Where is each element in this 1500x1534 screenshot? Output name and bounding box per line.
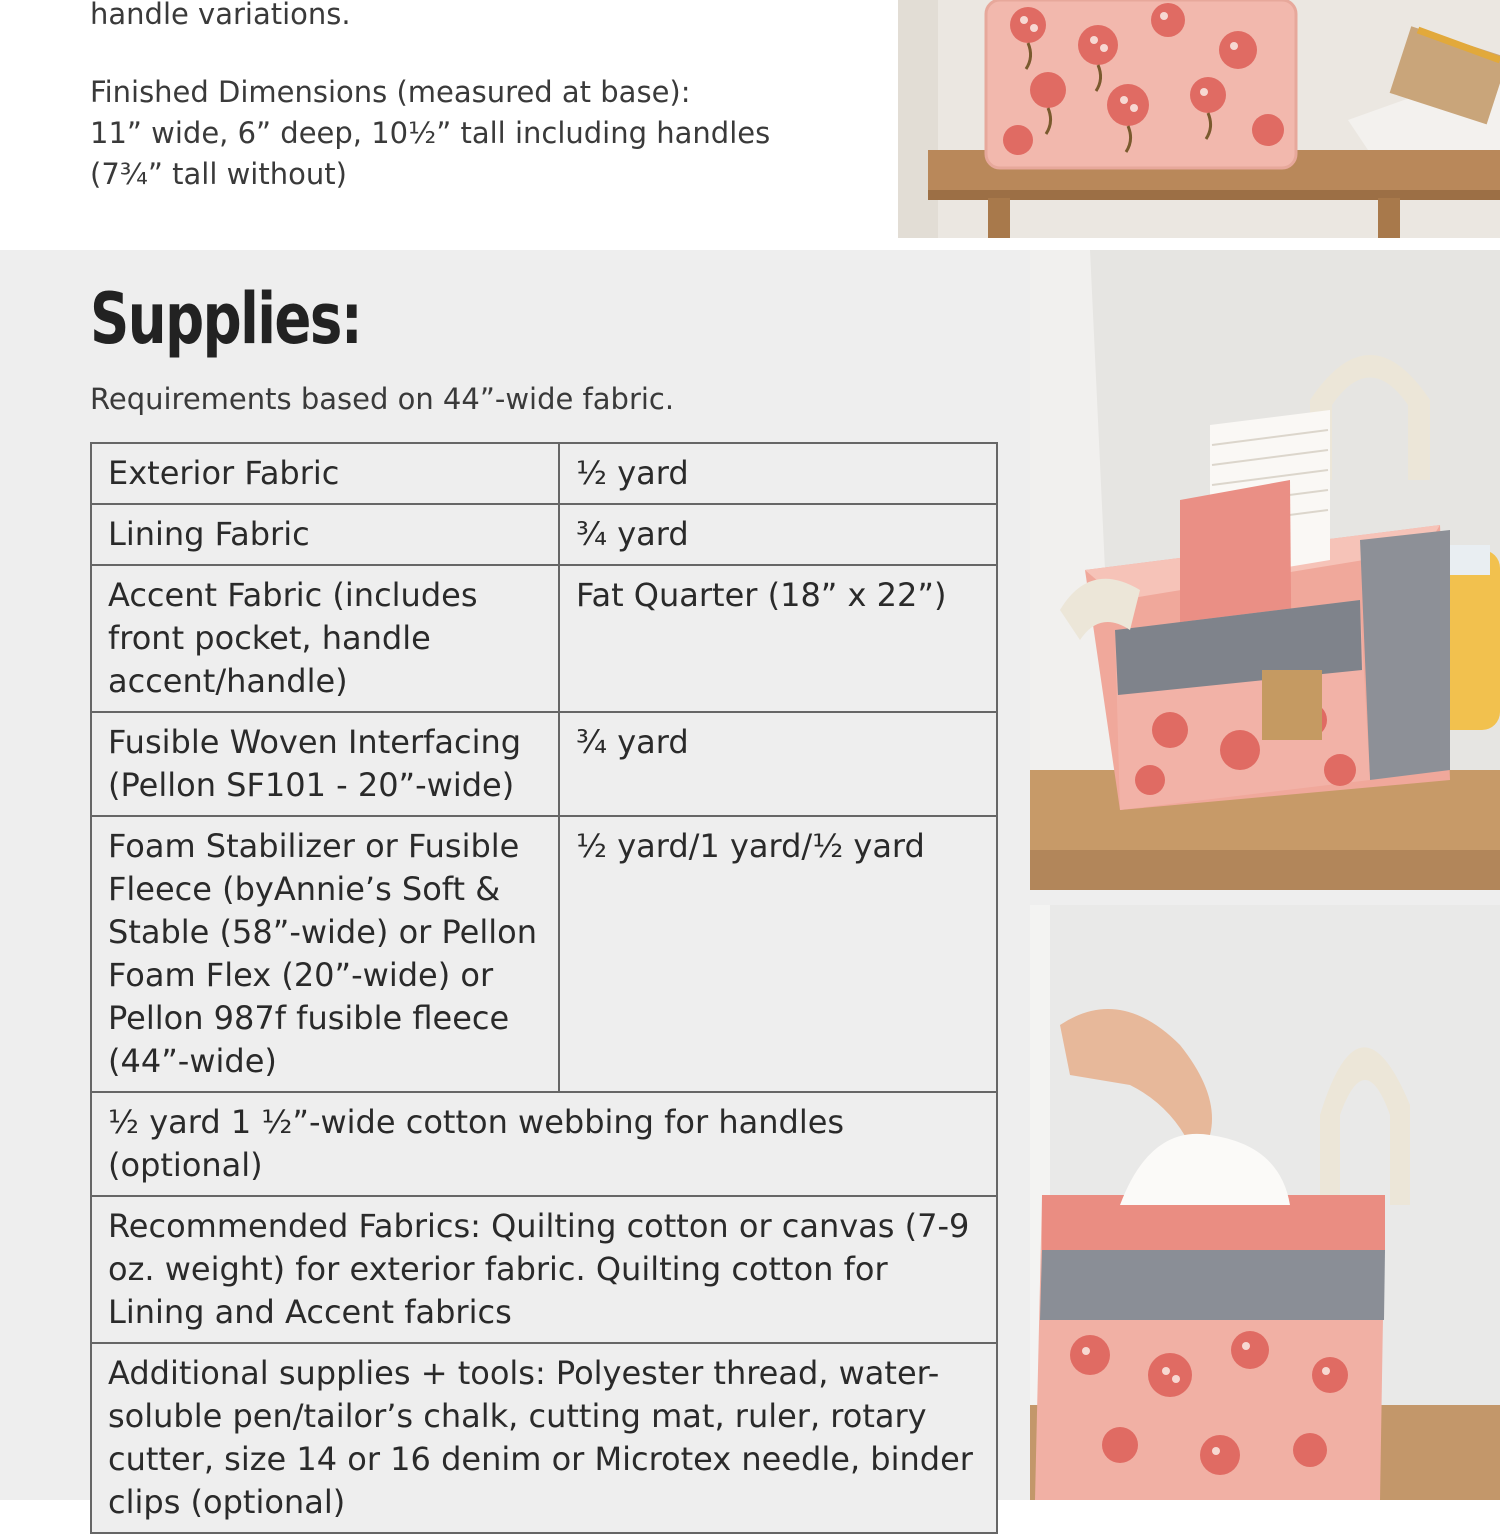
photo-basket-on-bench-illustration (898, 0, 1500, 238)
dims-heading: Finished Dimensions (measured at base): (90, 75, 691, 109)
table-row (91, 565, 997, 712)
supply-item: Accent Fabric (includes front pocket, handle accent/handle) (91, 565, 559, 712)
supply-amount: ¾ yard (559, 504, 997, 565)
table-row (91, 816, 997, 1092)
supply-amount: ½ yard (559, 443, 997, 504)
dims-line-1: 11” wide, 6” deep, 10½” tall including handles (90, 116, 771, 150)
supply-item: Exterior Fabric (91, 443, 559, 504)
recommended-fabrics: Recommended Fabrics: Quilting cotton or canvas (7-9 oz. weight) for exterior fabric. Quilting cotton for Lining and Accent fabrics (91, 1196, 997, 1343)
supply-item: Lining Fabric (91, 504, 559, 565)
supply-note-webbing: ½ yard 1 ½”-wide cotton webbing for handles (optional) (91, 1092, 997, 1196)
table-row (91, 1196, 997, 1343)
table-row (91, 712, 997, 816)
photo-basket-with-diapers (1030, 250, 1500, 890)
supplies-table (90, 442, 998, 1534)
photo-hand-taking-wipe-illustration (1030, 905, 1500, 1500)
supply-amount: Fat Quarter (18” x 22”) (559, 565, 997, 712)
photo-basket-with-diapers-illustration (1030, 250, 1500, 890)
dims-line-2: (7¾” tall without) (90, 157, 347, 191)
supply-item: Fusible Woven Interfacing (Pellon SF101 - 20”-wide) (91, 712, 559, 816)
table-row (91, 443, 997, 504)
table-row (91, 1092, 997, 1196)
supply-amount: ½ yard/1 yard/½ yard (559, 816, 997, 1092)
table-row (91, 1343, 997, 1533)
table-row (91, 504, 997, 565)
supply-amount: ¾ yard (559, 712, 997, 816)
photo-basket-on-bench (898, 0, 1500, 238)
finished-dimensions (90, 72, 770, 195)
supply-item: Foam Stabilizer or Fusible Fleece (byAnnie’s Soft & Stable (58”-wide) or Pellon Foam Flex (20”-wide) or Pellon 987f fusible fleece (44”-wide) (91, 816, 559, 1092)
supplies-title: Supplies: (90, 278, 362, 360)
photo-hand-taking-wipe (1030, 905, 1500, 1500)
additional-supplies: Additional supplies + tools: Polyester thread, water-soluble pen/tailor’s chalk, cutting mat, ruler, rotary cutter, size 14 or 16 denim or Microtex needle, binder clips (optional) (91, 1343, 997, 1533)
supplies-note: Requirements based on 44”-wide fabric. (90, 382, 675, 416)
intro-tail: handle variations. (90, 0, 351, 31)
